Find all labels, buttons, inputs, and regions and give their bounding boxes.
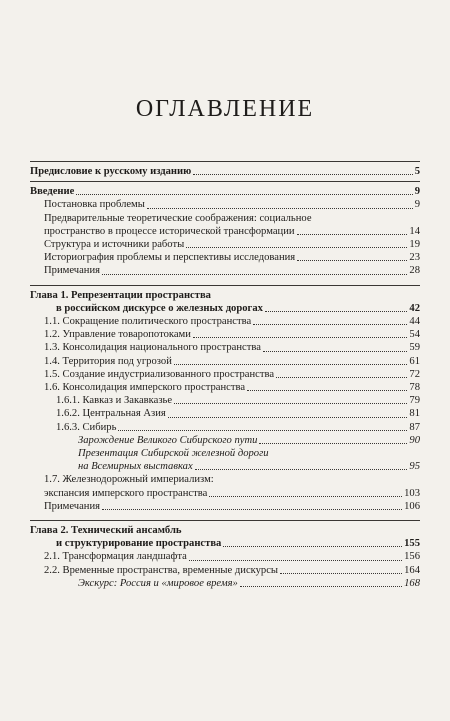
toc-entry-page: 87 (409, 421, 420, 433)
toc-entry-title: 1.3. Консолидация национального пространства (44, 342, 261, 354)
dot-leader (240, 586, 402, 587)
toc-entry-title: на Всемирных выставках (78, 461, 193, 473)
toc-entry (30, 434, 420, 447)
toc-entry-page: 81 (409, 408, 420, 420)
toc-entry-title: Примечания (44, 500, 100, 512)
toc-entry-page: 42 (409, 302, 420, 314)
toc-entry (30, 212, 420, 225)
toc-entry-title: Введение (30, 186, 75, 198)
dot-leader (76, 194, 412, 195)
toc-entry-title: Экскурс: Россия и «мировое время» (78, 577, 238, 589)
toc-entry-title: в российском дискурсе о железных дорогах (56, 302, 263, 314)
toc-entry-page: 44 (409, 316, 420, 328)
section-rule (30, 520, 420, 521)
toc-entry-page: 9 (414, 186, 420, 198)
toc-entry-title: Зарождение Великого Сибирского пути (78, 434, 258, 446)
toc-entry-page: 164 (404, 564, 420, 576)
toc-entry (30, 368, 420, 381)
dot-leader (102, 509, 402, 510)
toc-entry (30, 524, 420, 537)
toc-entry (30, 225, 420, 238)
dot-leader (118, 430, 407, 431)
toc-entry (30, 500, 420, 513)
dot-leader (276, 377, 407, 378)
toc-entry-title: 2.2. Временные пространства, временные дискурсы (44, 564, 279, 576)
toc-entry (30, 394, 420, 407)
toc-entry-title: 1.2. Управление товаропотоками (44, 329, 191, 341)
dot-leader (259, 443, 407, 444)
dot-leader (253, 324, 407, 325)
dot-leader (223, 546, 402, 547)
toc-entry (30, 198, 420, 211)
toc-entry (30, 487, 420, 500)
toc-entry (30, 264, 420, 277)
toc-entry (30, 328, 420, 341)
toc-entry-page: 103 (404, 487, 420, 499)
toc-entry (30, 165, 420, 178)
toc-entry-title: экспансия имперского пространства (44, 487, 208, 499)
toc-entry-title: Глава 2. Технический ансамбль (30, 525, 182, 537)
toc-entry (30, 407, 420, 420)
toc-entry-page: 155 (404, 538, 420, 550)
toc-entry-page: 78 (409, 382, 420, 394)
toc-entry-title: пространство в процессе исторической трансформации (44, 225, 295, 237)
section-rule (30, 161, 420, 162)
table-of-contents (30, 158, 420, 590)
dot-leader (147, 208, 413, 209)
dot-leader (102, 274, 407, 275)
toc-entry-page: 19 (409, 239, 420, 251)
toc-entry-title: Историография проблемы и перспективы исследования (44, 252, 296, 264)
dot-leader (280, 573, 402, 574)
section-rule (30, 285, 420, 286)
toc-entry (30, 302, 420, 315)
dot-leader (174, 403, 407, 404)
toc-entry-title: 2.1. Трансформация ландшафта (44, 551, 187, 563)
toc-entry (30, 289, 420, 302)
toc-entry-title: Предисловие к русскому изданию (30, 166, 192, 177)
toc-entry (30, 315, 420, 328)
toc-entry-page: 168 (404, 577, 420, 589)
toc-entry-title: Глава 1. Репрезентации пространства (30, 289, 211, 301)
toc-entry-page: 95 (409, 461, 420, 473)
dot-leader (247, 390, 407, 391)
toc-entry-page: 61 (409, 355, 420, 367)
dot-leader (195, 469, 408, 470)
toc-entry-page: 79 (409, 395, 420, 407)
toc-entry (30, 537, 420, 550)
toc-entry-page: 9 (414, 199, 420, 211)
toc-entry-title: Структура и источники работы (44, 239, 185, 251)
toc-entry-page: 5 (414, 166, 420, 177)
toc-entry (30, 421, 420, 434)
dot-leader (297, 234, 408, 235)
dot-leader (209, 496, 402, 497)
dot-leader (189, 560, 402, 561)
toc-entry-title: 1.7. Железнодорожный империализм: (44, 474, 214, 486)
toc-entry-page: 14 (409, 225, 420, 237)
toc-entry-page: 106 (404, 500, 420, 512)
toc-entry-title: 1.6.3. Сибирь (56, 421, 117, 433)
toc-entry-page: 90 (409, 434, 420, 446)
toc-entry-title: Презентация Сибирской железной дороги (78, 448, 269, 460)
toc-entry (30, 460, 420, 473)
dot-leader (193, 337, 407, 338)
toc-entry-title: 1.6.2. Центральная Азия (56, 408, 166, 420)
toc-entry-title: 1.4. Территория под угрозой (44, 355, 172, 367)
dot-leader (186, 247, 407, 248)
toc-entry (30, 355, 420, 368)
dot-leader (193, 174, 412, 175)
toc-entry-page: 59 (409, 342, 420, 354)
toc-entry-title: 1.5. Создание индустриализованного пространства (44, 368, 275, 380)
dot-leader (168, 417, 408, 418)
toc-entry-title: Предварительные теоретические соображения: социальное (44, 212, 312, 224)
toc-entry-page: 23 (409, 252, 420, 264)
toc-entry (30, 251, 420, 264)
toc-entry (30, 550, 420, 563)
section-rule (30, 181, 420, 182)
toc-entry (30, 564, 420, 577)
dot-leader (297, 260, 407, 261)
toc-entry (30, 381, 420, 394)
dot-leader (265, 311, 407, 312)
toc-entry-page: 28 (409, 265, 420, 277)
dot-leader (174, 364, 408, 365)
toc-entry-title: и структурирование пространства (56, 538, 222, 550)
toc-entry (30, 447, 420, 460)
toc-entry (30, 473, 420, 486)
toc-entry-page: 156 (404, 551, 420, 563)
toc-entry-title: 1.1. Сокращение политического пространства (44, 316, 252, 328)
toc-entry-title: 1.6. Консолидация имперского пространства (44, 382, 246, 394)
toc-entry-title: Постановка проблемы (44, 199, 145, 211)
toc-entry (30, 341, 420, 354)
toc-entry (30, 185, 420, 198)
page-title: ОГЛАВЛЕНИЕ (135, 96, 315, 122)
toc-entry-page: 72 (409, 368, 420, 380)
toc-entry (30, 238, 420, 251)
toc-entry-page: 54 (409, 329, 420, 341)
toc-entry (30, 577, 420, 590)
toc-entry-title: Примечания (44, 265, 100, 277)
dot-leader (263, 351, 407, 352)
toc-entry-title: 1.6.1. Кавказ и Закавказье (56, 395, 173, 407)
